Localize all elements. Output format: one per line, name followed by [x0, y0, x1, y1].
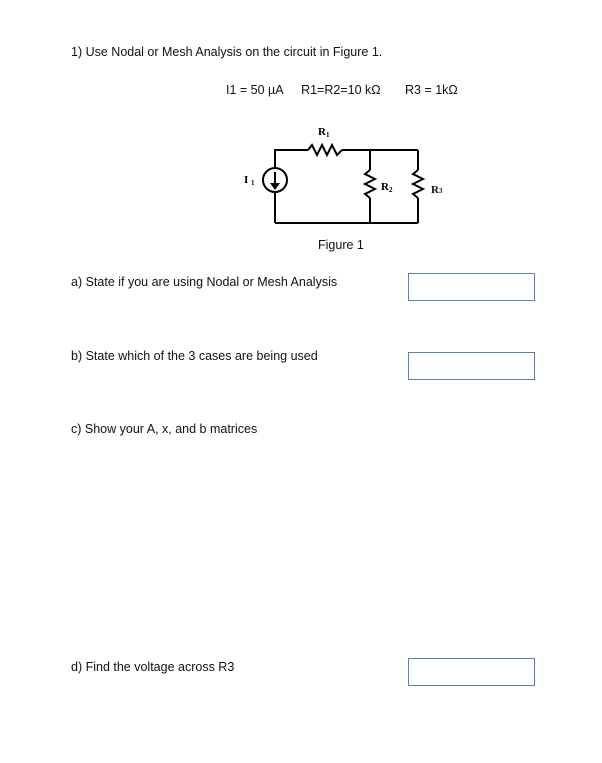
figure-caption: Figure 1 [318, 238, 364, 252]
label-r2-sub: 2 [389, 186, 393, 194]
given-i1: I1 = 50 µA [226, 83, 284, 97]
resistor-r3 [413, 170, 423, 198]
circuit-wires [275, 145, 423, 223]
part-b-question: b) State which of the 3 cases are being used [71, 349, 318, 363]
part-d-question: d) Find the voltage across R3 [71, 660, 235, 674]
circuit-diagram [230, 120, 430, 230]
label-r3-sub: 3 [438, 187, 443, 195]
part-d-answer-box[interactable] [408, 658, 535, 686]
label-r1: R [318, 126, 326, 138]
part-a-question: a) State if you are using Nodal or Mesh Analysis [71, 275, 338, 289]
label-i1: I [244, 174, 249, 186]
given-r3: R3 = 1kΩ [405, 83, 458, 97]
given-values [226, 83, 381, 97]
given-r1-r2: R1=R2=10 kΩ [301, 83, 381, 97]
question-title: 1) Use Nodal or Mesh Analysis on the circuit in Figure 1. [71, 45, 383, 59]
label-r3-wrap [431, 180, 442, 198]
resistor-r1 [308, 145, 342, 155]
resistor-r2 [365, 170, 375, 198]
label-r3-text: R [431, 184, 439, 196]
current-source-i1 [263, 168, 287, 192]
label-r1-sub: 1 [326, 131, 330, 139]
part-c-question: c) Show your A, x, and b matrices [71, 422, 258, 436]
label-r2: R [381, 181, 389, 193]
label-i1-sub: 1 [251, 179, 255, 187]
part-a-answer-box[interactable] [408, 273, 535, 301]
part-b-answer-box[interactable] [408, 352, 535, 380]
